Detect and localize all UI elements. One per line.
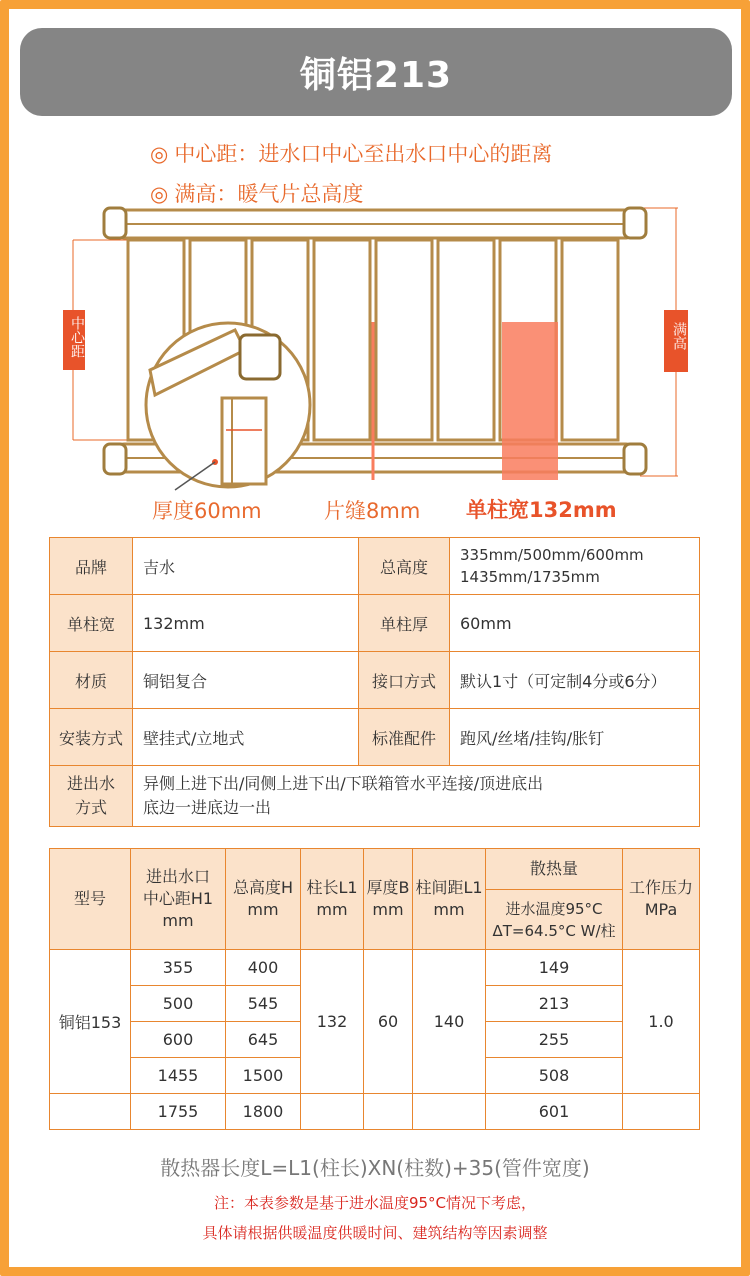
spec-value: 335mm/500mm/600mm 1435mm/1735mm [450,538,700,595]
spec-table [49,537,700,827]
note-line-2: 具体请根据供暖温度供暖时间、建筑结构等因素调整 [202,1224,548,1242]
cell-heat: 601 [486,1094,623,1130]
definition-text: 进水口中心至出水口中心的距离 [258,142,553,166]
spec-key: 单柱宽 [50,595,133,652]
cell-heat: 508 [486,1058,623,1094]
col-header-spacing: 柱间距L1 mm [413,849,486,950]
cell-center: 600 [131,1022,226,1058]
spec-value: 异侧上进下出/同侧上进下出/下联箱管水平连接/顶进底出 底边一进底边一出 [133,766,700,827]
cell-center: 355 [131,950,226,986]
spec-key: 单柱厚 [359,595,450,652]
cell-heat: 149 [486,950,623,986]
spec-value: 吉水 [133,538,359,595]
cell-center: 500 [131,986,226,1022]
col-header-model: 型号 [50,849,131,950]
spec-key: 材质 [50,652,133,709]
column-width-label: 单柱宽132mm [466,498,617,522]
cell-thickness: 60 [364,950,413,1094]
thickness-label: 厚度60mm [152,499,262,523]
spec-value: 铜铝复合 [133,652,359,709]
spec-key: 接口方式 [359,652,450,709]
model-table [49,848,700,1130]
cell-empty [413,1094,486,1130]
spec-value: 132mm [133,595,359,652]
cell-spacing: 140 [413,950,486,1094]
cell-heat: 255 [486,1022,623,1058]
cell-height: 400 [226,950,301,986]
cell-empty [364,1094,413,1130]
col-header-pressure: 工作压力 MPa [623,849,700,950]
table-row [50,709,700,766]
table-row [50,950,700,986]
table-row [50,766,700,827]
table-row [50,1094,700,1130]
cell-height: 545 [226,986,301,1022]
col-header-heat: 散热量 [486,849,623,890]
spec-value: 壁挂式/立地式 [133,709,359,766]
table-row [50,652,700,709]
full-height-label: 满高 [671,322,687,350]
spec-value: 60mm [450,595,700,652]
cell-center: 1755 [131,1094,226,1130]
spec-key: 总高度 [359,538,450,595]
magnifier-detail [146,323,310,490]
cell-center: 1455 [131,1058,226,1094]
cell-length: 132 [301,950,364,1094]
gap-label: 片缝8mm [324,499,421,523]
cell-height: 1800 [226,1094,301,1130]
spec-value: 默认1寸（可定制4分或6分） [450,652,700,709]
table-row [50,538,700,595]
cell-height: 645 [226,1022,301,1058]
bullet-icon: ◎ [150,142,169,166]
definition-text: 暖气片总高度 [237,182,364,206]
model-name: 铜铝153 [50,950,131,1094]
note-line-1: 注：本表参数是基于进水温度95°C情况下考虑， [213,1194,537,1212]
cell-pressure: 1.0 [623,950,700,1094]
radiator-diagram [0,0,750,500]
column-highlight [502,322,558,480]
col-header-height: 总高度H mm [226,849,301,950]
definition-label: 中心距： [174,142,259,166]
spec-key: 标准配件 [359,709,450,766]
table-row [50,595,700,652]
cell-heat: 213 [486,986,623,1022]
cell-model-empty [50,1094,131,1130]
cell-empty [623,1094,700,1130]
col-header-thickness: 厚度B mm [364,849,413,950]
length-formula: 散热器长度L=L1(柱长)XN(柱数)+35(管件宽度) [160,1156,590,1180]
cell-empty [301,1094,364,1130]
col-header-length: 柱长L1 mm [301,849,364,950]
center-distance-label: 中心距 [69,316,85,358]
page-title: 铜铝213 [299,54,453,96]
col-header-heat-sub: 进水温度95°C ΔT=64.5°C W/柱 [486,890,623,950]
table-header-row [50,849,700,890]
definition-label: 满高： [174,182,238,206]
cell-height: 1500 [226,1058,301,1094]
col-header-center: 进出水口 中心距H1 mm [131,849,226,950]
spec-key: 进出水 方式 [50,766,133,827]
spec-key: 品牌 [50,538,133,595]
spec-value: 跑风/丝堵/挂钩/胀钉 [450,709,700,766]
bullet-icon: ◎ [150,182,169,206]
spec-key: 安装方式 [50,709,133,766]
